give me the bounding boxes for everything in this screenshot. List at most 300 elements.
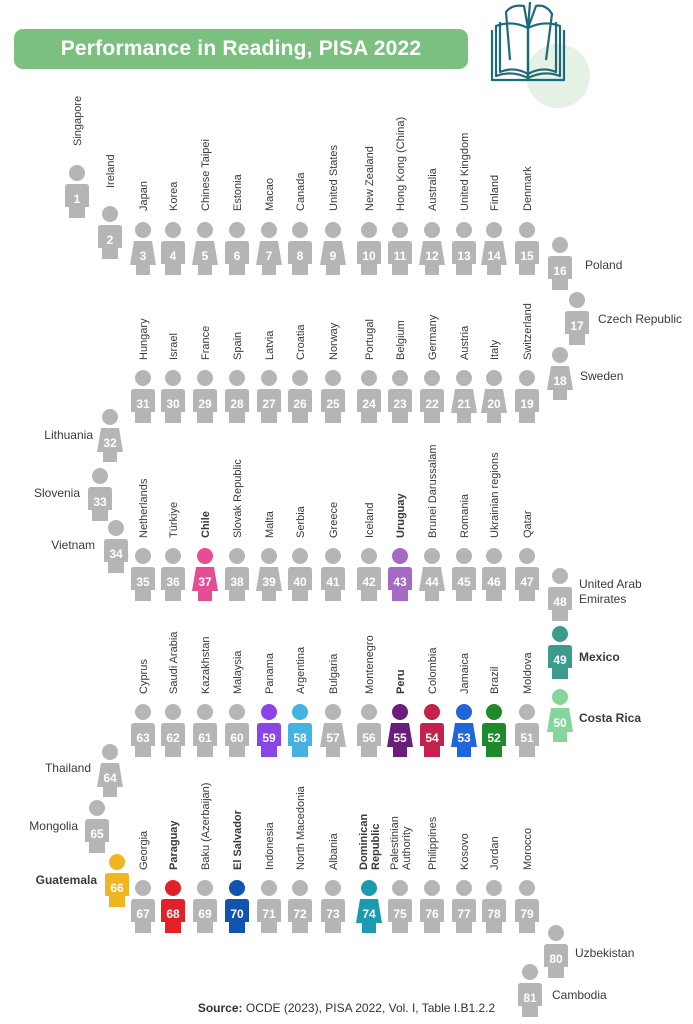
country-label: Malta <box>264 511 276 538</box>
person-head <box>109 854 125 870</box>
person-icon <box>357 704 381 757</box>
rank-number: 18 <box>553 374 567 388</box>
country-label: Mexico <box>579 650 620 664</box>
rank-number: 58 <box>293 731 307 745</box>
person-head <box>261 548 277 564</box>
source-text: OCDE (2023), PISA 2022, Vol. I, Table I.B1.2.2 <box>245 1001 496 1015</box>
person-head <box>261 880 277 896</box>
person-head <box>292 704 308 720</box>
person-head <box>424 370 440 386</box>
country-label: Mongolia <box>29 819 78 833</box>
person-icon <box>225 370 249 423</box>
country-label: Italy <box>489 339 501 360</box>
country-label: Bulgaria <box>328 653 340 694</box>
rank-number: 45 <box>457 575 471 589</box>
person-head <box>292 548 308 564</box>
rank-number: 52 <box>487 731 501 745</box>
person-icon <box>451 704 477 757</box>
person-head <box>89 800 105 816</box>
person-head <box>229 548 245 564</box>
country-label: Spain <box>232 331 244 360</box>
country-label: Republic <box>370 823 382 870</box>
person-icon <box>419 548 445 601</box>
person-head <box>456 704 472 720</box>
rank-number: 7 <box>265 249 273 263</box>
person-head <box>519 880 535 896</box>
country-label: Cyprus <box>138 659 150 694</box>
country-label: North Macedonia <box>295 786 307 870</box>
rank-number: 13 <box>457 249 471 263</box>
country-label: Georgia <box>138 830 150 870</box>
person-icon <box>547 347 573 400</box>
person-head <box>519 222 535 238</box>
rank-number: 66 <box>110 881 124 895</box>
person-icon <box>452 222 476 275</box>
person-head <box>486 222 502 238</box>
rank-number: 40 <box>293 575 307 589</box>
country-label: Jamaica <box>459 653 471 694</box>
person-head <box>92 468 108 484</box>
person-icon <box>356 880 382 933</box>
country-label: United States <box>328 144 340 211</box>
person-head <box>165 370 181 386</box>
country-label: United Arab <box>579 577 642 591</box>
rank-number: 26 <box>293 397 307 411</box>
rank-number: 12 <box>425 249 439 263</box>
person-icon <box>515 222 539 275</box>
person-icon <box>98 206 122 259</box>
country-label: El Salvador <box>232 810 244 870</box>
rank-number: 22 <box>425 397 439 411</box>
person-head <box>292 880 308 896</box>
person-head <box>486 880 502 896</box>
person-icon <box>97 409 123 462</box>
country-label: Panama <box>264 653 276 694</box>
person-icon <box>225 222 249 275</box>
person-icon <box>481 370 507 423</box>
rank-number: 49 <box>553 653 567 667</box>
rank-number: 50 <box>553 716 567 730</box>
person-head <box>456 370 472 386</box>
source-note <box>0 1001 693 1015</box>
country-label: Germany <box>427 314 439 360</box>
rank-number: 8 <box>296 249 304 263</box>
person-icon <box>193 880 217 933</box>
person-head <box>456 222 472 238</box>
rank-number: 47 <box>520 575 534 589</box>
person-icon <box>131 704 155 757</box>
rank-number: 51 <box>520 731 534 745</box>
country-label: Kosovo <box>459 833 471 870</box>
rank-number: 23 <box>393 397 407 411</box>
person-head <box>229 704 245 720</box>
country-label: Kazakhstan <box>200 636 212 694</box>
country-label: Albania <box>328 833 340 870</box>
person-head <box>69 165 85 181</box>
country-label: Authority <box>401 826 413 870</box>
person-icon <box>420 370 444 423</box>
person-icon <box>357 548 381 601</box>
person-icon <box>288 704 312 757</box>
country-label: Greece <box>328 501 340 538</box>
person-icon <box>548 626 572 679</box>
person-head <box>292 222 308 238</box>
rank-number: 16 <box>553 264 567 278</box>
country-label: Saudi Arabia <box>168 631 180 694</box>
country-label: Colombia <box>427 647 439 694</box>
person-icon <box>565 292 589 345</box>
rank-number: 25 <box>326 397 340 411</box>
person-icon <box>320 222 346 275</box>
person-icon <box>257 880 281 933</box>
country-label: Australia <box>427 168 439 211</box>
country-label: Lithuania <box>44 428 93 442</box>
country-label: Brunei Darussalam <box>427 444 439 538</box>
person-head <box>392 222 408 238</box>
rank-number: 72 <box>293 907 307 921</box>
rank-number: 31 <box>136 397 150 411</box>
country-label: Romania <box>459 493 471 538</box>
country-label: Paraguay <box>168 820 180 870</box>
person-head <box>229 370 245 386</box>
person-icon <box>257 370 281 423</box>
rank-number: 44 <box>425 575 439 589</box>
person-head <box>102 744 118 760</box>
rank-number: 34 <box>109 547 123 561</box>
rank-number: 15 <box>520 249 534 263</box>
person-head <box>325 704 341 720</box>
person-head <box>522 964 538 980</box>
rank-number: 17 <box>570 319 584 333</box>
person-icon <box>161 222 185 275</box>
person-icon <box>547 689 573 742</box>
rank-number: 14 <box>487 249 501 263</box>
rank-number: 43 <box>393 575 407 589</box>
country-label: Denmark <box>522 166 534 211</box>
person-head <box>135 370 151 386</box>
country-label: Guatemala <box>35 873 97 887</box>
person-head <box>361 222 377 238</box>
person-icon <box>482 548 506 601</box>
person-head <box>325 548 341 564</box>
rank-number: 5 <box>201 249 209 263</box>
person-head <box>135 548 151 564</box>
rank-number: 68 <box>166 907 180 921</box>
country-label: Singapore <box>72 95 84 146</box>
person-icon <box>256 548 282 601</box>
person-head <box>102 206 118 222</box>
country-label: Croatia <box>295 324 307 360</box>
rank-number: 4 <box>169 249 177 263</box>
rank-number: 6 <box>233 249 241 263</box>
person-head <box>361 548 377 564</box>
country-label: Czech Republic <box>598 312 683 326</box>
country-label: Chinese Taipei <box>200 139 212 211</box>
rank-number: 30 <box>166 397 180 411</box>
person-head <box>325 880 341 896</box>
person-icon <box>548 568 572 621</box>
country-label: Switzerland <box>522 303 534 360</box>
rank-number: 63 <box>136 731 150 745</box>
person-icon <box>515 548 539 601</box>
person-icon <box>321 880 345 933</box>
person-icon <box>257 704 281 757</box>
rank-number: 29 <box>198 397 212 411</box>
person-head <box>108 520 124 536</box>
page-title: Performance in Reading, PISA 2022 <box>14 29 468 69</box>
person-icon <box>131 880 155 933</box>
person-icon <box>225 704 249 757</box>
person-icon <box>225 548 249 601</box>
rank-number: 48 <box>553 595 567 609</box>
person-icon <box>388 222 412 275</box>
country-label: Indonesia <box>264 822 276 870</box>
person-head <box>392 704 408 720</box>
rank-number: 21 <box>457 397 471 411</box>
person-head <box>135 704 151 720</box>
rank-number: 3 <box>139 249 147 263</box>
country-label: Palestinian <box>389 816 401 870</box>
country-label: Malaysia <box>232 650 244 694</box>
person-head <box>261 222 277 238</box>
country-label: Chile <box>200 511 212 538</box>
country-label: Emirates <box>579 592 627 606</box>
rank-number: 19 <box>520 397 534 411</box>
person-icon <box>452 880 476 933</box>
rank-number: 55 <box>393 731 407 745</box>
rank-number: 78 <box>487 907 501 921</box>
person-head <box>424 548 440 564</box>
country-label: Vietnam <box>51 538 95 552</box>
person-head <box>519 548 535 564</box>
person-head <box>486 548 502 564</box>
rank-number: 76 <box>425 907 439 921</box>
rank-number: 67 <box>136 907 150 921</box>
country-label: Türkiye <box>168 501 180 538</box>
country-label: Japan <box>138 181 150 211</box>
person-icon <box>481 222 507 275</box>
country-label: Portugal <box>364 319 376 360</box>
person-head <box>456 548 472 564</box>
country-label: France <box>200 325 212 360</box>
person-head <box>552 689 568 705</box>
person-head <box>165 222 181 238</box>
rank-number: 73 <box>326 907 340 921</box>
person-icon <box>193 370 217 423</box>
country-label: Ireland <box>105 154 117 188</box>
person-head <box>135 880 151 896</box>
country-label: Moldova <box>522 652 534 694</box>
person-icon <box>161 880 185 933</box>
person-head <box>361 370 377 386</box>
person-icon <box>388 880 412 933</box>
country-label: Brazil <box>489 666 501 694</box>
person-icon <box>192 222 218 275</box>
person-head <box>456 880 472 896</box>
source-label: Source: <box>197 1001 243 1015</box>
person-icon <box>321 548 345 601</box>
person-icon <box>192 548 218 601</box>
person-head <box>552 568 568 584</box>
person-head <box>552 237 568 253</box>
person-head <box>519 704 535 720</box>
rank-number: 41 <box>326 575 340 589</box>
person-icon <box>320 704 346 757</box>
country-label: Korea <box>168 181 180 211</box>
person-icon <box>161 704 185 757</box>
person-icon <box>131 370 155 423</box>
rank-number: 70 <box>230 907 244 921</box>
rank-number: 42 <box>362 575 376 589</box>
country-label: New Zealand <box>364 146 376 211</box>
person-icon <box>388 548 412 601</box>
person-head <box>361 880 377 896</box>
person-icon <box>482 704 506 757</box>
person-head <box>392 370 408 386</box>
rank-number: 39 <box>262 575 276 589</box>
person-icon <box>515 370 539 423</box>
rank-number: 24 <box>362 397 376 411</box>
country-label: Costa Rica <box>579 711 642 725</box>
rank-number: 28 <box>230 397 244 411</box>
person-head <box>261 370 277 386</box>
person-icon <box>357 222 381 275</box>
country-label: Philippines <box>427 816 439 870</box>
person-head <box>197 370 213 386</box>
country-label: Iceland <box>364 502 376 538</box>
country-label: Argentina <box>295 646 307 694</box>
country-label: Slovenia <box>33 486 80 500</box>
rank-number: 46 <box>487 575 501 589</box>
rank-number: 33 <box>93 495 107 509</box>
rank-number: 38 <box>230 575 244 589</box>
person-icon <box>451 370 477 423</box>
person-icon <box>130 222 156 275</box>
rank-number: 36 <box>166 575 180 589</box>
person-head <box>552 347 568 363</box>
rank-number: 1 <box>73 192 81 206</box>
person-icon <box>288 370 312 423</box>
rank-number: 11 <box>393 249 407 263</box>
person-head <box>424 704 440 720</box>
person-head <box>424 222 440 238</box>
rank-number: 56 <box>362 731 376 745</box>
rank-number: 62 <box>166 731 180 745</box>
person-icon <box>548 237 572 290</box>
person-head <box>424 880 440 896</box>
rank-number: 80 <box>549 952 563 966</box>
person-head <box>197 222 213 238</box>
person-head <box>135 222 151 238</box>
rank-number: 61 <box>198 731 212 745</box>
person-head <box>229 880 245 896</box>
country-label: Israel <box>168 333 180 360</box>
person-icon <box>452 548 476 601</box>
country-label: Cambodia <box>552 988 607 1002</box>
rank-number: 59 <box>262 731 276 745</box>
rank-number: 35 <box>136 575 150 589</box>
country-label: Dominican <box>358 813 370 870</box>
person-head <box>486 370 502 386</box>
person-head <box>325 370 341 386</box>
person-head <box>325 222 341 238</box>
rank-number: 79 <box>520 907 534 921</box>
country-label: Finland <box>489 174 501 211</box>
person-icon <box>357 370 381 423</box>
rank-number: 75 <box>393 907 407 921</box>
rank-number: 77 <box>457 907 471 921</box>
person-icon <box>65 165 89 218</box>
country-label: Ukrainian regions <box>489 452 501 538</box>
country-label: Belgium <box>395 320 407 360</box>
rank-number: 27 <box>262 397 276 411</box>
rank-number: 37 <box>198 575 212 589</box>
rank-number: 69 <box>198 907 212 921</box>
person-icon <box>105 854 129 907</box>
person-head <box>552 626 568 642</box>
person-head <box>197 548 213 564</box>
person-head <box>519 370 535 386</box>
person-icon <box>288 222 312 275</box>
person-head <box>392 880 408 896</box>
person-icon <box>225 880 249 933</box>
person-head <box>197 704 213 720</box>
rank-number: 64 <box>103 771 117 785</box>
country-label: Slovak Republic <box>232 459 244 538</box>
country-label: Norway <box>328 322 340 360</box>
person-icon <box>419 222 445 275</box>
country-label: Qatar <box>522 510 534 538</box>
person-icon <box>97 744 123 797</box>
country-label: Serbia <box>295 506 307 538</box>
country-label: Uruguay <box>395 493 407 538</box>
rank-number: 32 <box>103 436 117 450</box>
rank-number: 57 <box>326 731 340 745</box>
person-head <box>292 370 308 386</box>
country-label: Poland <box>585 258 623 272</box>
country-label: United Kingdom <box>459 132 471 211</box>
person-head <box>165 880 181 896</box>
person-icon <box>544 925 568 978</box>
person-icon <box>288 548 312 601</box>
person-icon <box>420 704 444 757</box>
rank-number: 53 <box>457 731 471 745</box>
country-label: Baku (Azerbaijan) <box>200 782 212 870</box>
person-icon <box>88 468 112 521</box>
person-icon <box>420 880 444 933</box>
person-icon <box>85 800 109 853</box>
person-head <box>392 548 408 564</box>
person-icon <box>161 548 185 601</box>
person-head <box>229 222 245 238</box>
person-head <box>548 925 564 941</box>
country-label: Jordan <box>489 836 501 870</box>
country-label: Canada <box>295 172 307 211</box>
country-label: Hong Kong (China) <box>395 116 407 211</box>
person-icon <box>288 880 312 933</box>
person-icon <box>256 222 282 275</box>
person-icon <box>482 880 506 933</box>
person-head <box>165 704 181 720</box>
rank-number: 10 <box>362 249 376 263</box>
country-label: Netherlands <box>138 478 150 538</box>
person-head <box>165 548 181 564</box>
rank-number: 60 <box>230 731 244 745</box>
person-head <box>197 880 213 896</box>
country-label: Morocco <box>522 827 534 870</box>
person-icon <box>104 520 128 573</box>
person-icon <box>387 704 413 757</box>
